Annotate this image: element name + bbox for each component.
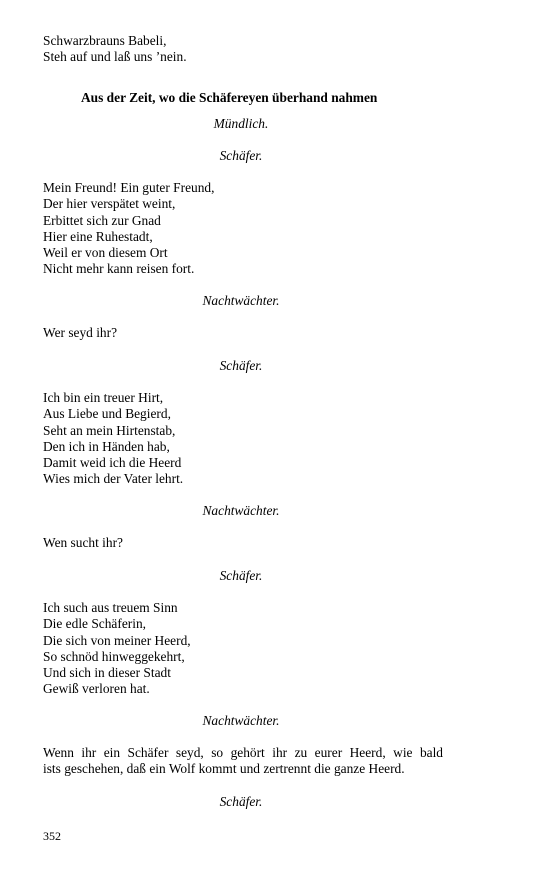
verse-line: Nicht mehr kann reisen fort. (43, 261, 195, 277)
verse-line: Hier eine Ruhestadt, (43, 228, 153, 244)
verse-top (43, 33, 187, 66)
verse-line: So schnöd hinweggekehrt, (43, 648, 185, 664)
subtitle: Mündlich. (213, 116, 269, 131)
verse-line: Den ich in Händen hab, (43, 438, 170, 454)
page-number: 352 (43, 829, 61, 843)
speaker-label: Schäfer. (219, 794, 263, 809)
verse-line: Wen sucht ihr? (43, 535, 123, 550)
verse-line: Seht an mein Hirtenstab, (43, 422, 176, 438)
verse-stanza (43, 180, 214, 278)
verse-line: Gewiß verloren hat. (43, 681, 150, 697)
verse-line: Wies mich der Vater lehrt. (43, 471, 184, 487)
section-title: Aus der Zeit, wo die Schäfereyen überhand nahmen (81, 90, 378, 105)
prose-paragraph (43, 745, 443, 778)
verse-stanza (43, 390, 183, 488)
verse-line: Aus Liebe und Begierd, (43, 406, 171, 422)
verse-line: Ich such aus treuem Sinn (43, 600, 178, 615)
speaker-label: Nachtwächter. (202, 713, 280, 728)
prose-line: Wenn ihr ein Schäfer seyd, so gehört ihr zu eurer Heerd, wie bald (43, 745, 443, 760)
speaker-label: Schäfer. (219, 568, 263, 583)
verse-line: Mein Freund! Ein guter Freund, (43, 180, 215, 195)
speaker-label: Nachtwächter. (202, 293, 280, 308)
verse-line: Der hier verspätet weint, (43, 196, 176, 212)
verse-stanza (43, 535, 123, 551)
verse-line: Die edle Schäferin, (43, 616, 146, 632)
speaker-label: Schäfer. (219, 358, 263, 373)
prose-line: ists geschehen, daß ein Wolf kommt und zertrennt die ganze Heerd. (43, 761, 405, 777)
verse-line: Erbittet sich zur Gnad (43, 212, 161, 228)
verse-line: Die sich von meiner Heerd, (43, 632, 191, 648)
speaker-label: Schäfer. (219, 148, 263, 163)
verse-line: Schwarzbrauns Babeli, (43, 33, 167, 48)
verse-line: Und sich in dieser Stadt (43, 665, 171, 681)
verse-line: Wer seyd ihr? (43, 325, 118, 340)
verse-line: Ich bin ein treuer Hirt, (43, 390, 164, 405)
verse-line: Steh auf und laß uns ’nein. (43, 49, 187, 65)
verse-stanza (43, 325, 117, 341)
verse-stanza (43, 600, 191, 698)
speaker-label: Nachtwächter. (202, 503, 280, 518)
verse-line: Weil er von diesem Ort (43, 245, 168, 261)
verse-line: Damit weid ich die Heerd (43, 455, 182, 471)
